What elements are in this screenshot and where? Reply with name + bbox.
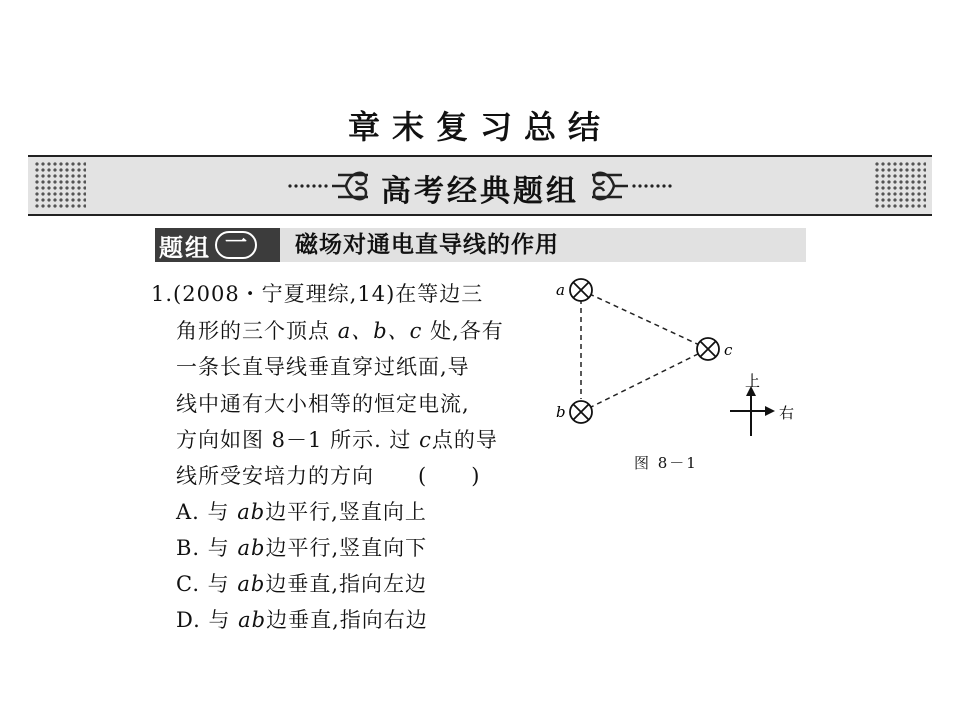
question-group-header	[155, 228, 806, 262]
label-a: a	[556, 281, 565, 299]
question-line: 线中通有大小相等的恒定电流,	[176, 392, 470, 416]
banner-title: 高考经典题组	[381, 174, 579, 209]
question-line: 一条长直导线垂直穿过纸面,导	[176, 355, 470, 379]
group-title: 磁场对通电直导线的作用	[295, 232, 559, 258]
banner	[28, 155, 932, 216]
wire-a-into-page-icon	[570, 279, 592, 301]
up-label: 上	[745, 372, 761, 390]
group-number-badge: 一	[215, 231, 257, 259]
direction-compass-icon	[730, 386, 775, 436]
point-label: c	[419, 428, 432, 452]
label-c: c	[724, 341, 733, 359]
question-line: 角形的三个顶点 a、b、c 处,各有	[176, 319, 504, 343]
option-a: A. 与 ab边平行,竖直向上	[176, 500, 427, 524]
question-line: 线所受安培力的方向 ( )	[176, 464, 481, 488]
wire-b-into-page-icon	[570, 401, 592, 423]
option-c: C. 与 ab边垂直,指向左边	[176, 572, 428, 596]
question-line: 1.(2008・宁夏理综,14)在等边三	[151, 282, 484, 306]
label-b: b	[556, 403, 566, 421]
group-tag-label: 题组	[159, 233, 211, 262]
vertex-labels: a、b、c	[337, 319, 423, 343]
wire-triangle-diagram	[548, 272, 808, 452]
figure-caption: 图 8－1	[634, 454, 698, 472]
wire-c-into-page-icon	[697, 338, 719, 360]
group-tag	[155, 228, 280, 262]
question-line: 方向如图 8－1 所示. 过 c点的导	[176, 428, 498, 452]
option-d: D. 与 ab边垂直,指向右边	[176, 608, 428, 632]
option-b: B. 与 ab边平行,竖直向下	[176, 536, 428, 560]
question-number: 1.	[151, 282, 174, 306]
right-label: 右	[779, 404, 795, 422]
chapter-title: 章末复习总结	[347, 108, 612, 146]
